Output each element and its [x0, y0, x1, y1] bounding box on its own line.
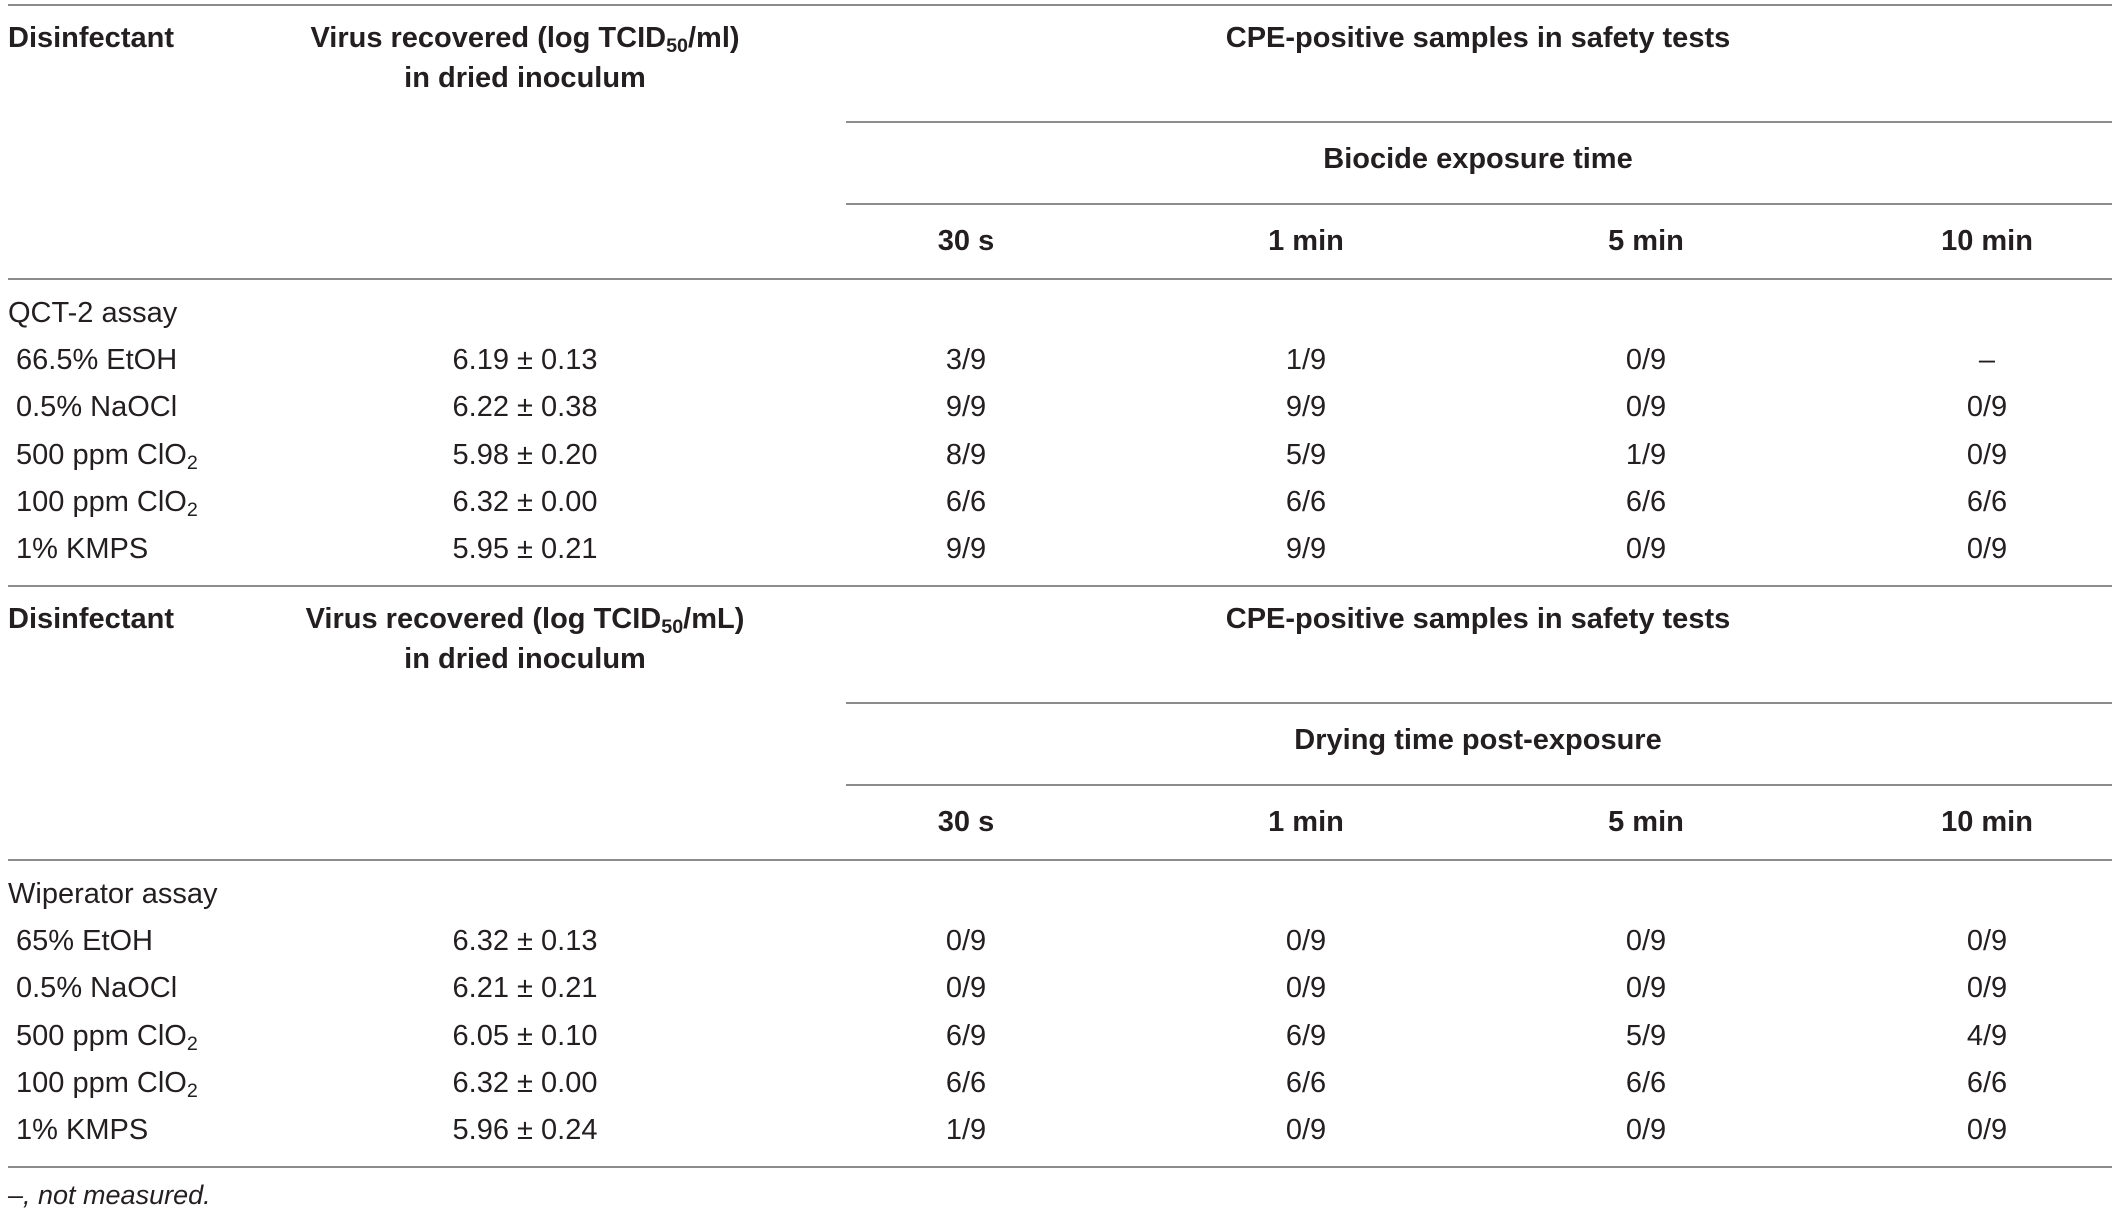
- disinfectant-name-text: 0.5% NaOCl: [16, 391, 178, 424]
- column-header-time: 10 min: [1941, 806, 2033, 838]
- assay-label: QCT-2 assay: [8, 297, 178, 329]
- header-virus-unit: /ml): [687, 22, 740, 54]
- cpe-positive-count: 6/6: [1285, 1066, 1327, 1099]
- virus-recovered-value: 5.98 ± 0.20: [452, 438, 598, 471]
- column-header-disinfectant: Disinfectant: [8, 603, 174, 635]
- disinfectant-name: [16, 439, 198, 472]
- cpe-positive-count: 0/9: [1285, 972, 1327, 1005]
- header-virus-text: Virus recovered (log TCID: [305, 603, 662, 635]
- column-header-time: 10 min: [1941, 225, 2033, 257]
- header-bottom-rule: [8, 859, 2112, 861]
- column-header-cpe-positive: CPE-positive samples in safety tests: [1225, 603, 1731, 635]
- cpe-positive-count: 0/9: [945, 972, 987, 1005]
- column-header-time-group: Biocide exposure time: [1323, 143, 1633, 175]
- virus-recovered-value: 6.32 ± 0.00: [452, 1066, 598, 1099]
- cpe-positive-count: 0/9: [1966, 972, 2008, 1005]
- column-header-time: 30 s: [937, 225, 995, 257]
- cpe-positive-count: 6/6: [945, 485, 987, 518]
- disinfectant-name-subscript: 2: [186, 451, 198, 474]
- cpe-positive-count: 5/9: [1285, 438, 1327, 471]
- cpe-positive-count: 1/9: [1625, 438, 1667, 471]
- cpe-positive-count: 0/9: [1625, 344, 1667, 376]
- cpe-positive-count: –: [1978, 344, 1996, 376]
- disinfectant-name-subscript: 2: [186, 1032, 198, 1055]
- virus-recovered-value: 5.95 ± 0.21: [452, 533, 598, 566]
- cpe-positive-count: 0/9: [945, 925, 987, 957]
- column-header-disinfectant: Disinfectant: [8, 22, 174, 54]
- cpe-positive-count: 6/9: [1285, 1019, 1327, 1052]
- cpe-positive-count: 4/9: [1966, 1019, 2008, 1052]
- disinfectant-name: [16, 391, 177, 424]
- disinfectant-name-text: 100 ppm ClO: [16, 1066, 187, 1099]
- disinfectant-name-text: 500 ppm ClO: [16, 438, 187, 471]
- cpe-positive-count: 6/6: [1285, 485, 1327, 518]
- cpe-positive-count: 0/9: [1966, 1114, 2008, 1147]
- column-header-virus-recovered-line2: in dried inoculum: [404, 62, 646, 94]
- section-bottom-rule: [8, 1166, 2112, 1168]
- virus-recovered-value: 6.05 ± 0.10: [452, 1019, 598, 1052]
- column-header-time: 30 s: [937, 806, 995, 838]
- disinfectant-name: [16, 533, 148, 566]
- column-header-time: 5 min: [1608, 225, 1684, 257]
- column-header-virus-recovered: [310, 22, 739, 55]
- virus-recovered-value: 6.19 ± 0.13: [452, 344, 598, 376]
- disinfectant-name: [16, 1020, 198, 1053]
- cpe-positive-count: 9/9: [1285, 533, 1327, 566]
- disinfectant-name-text: 66.5% EtOH: [16, 344, 178, 376]
- header-virus-text: Virus recovered (log TCID: [310, 22, 667, 54]
- cpe-positive-count: 0/9: [1285, 1114, 1327, 1147]
- table-top-rule: [8, 4, 2112, 6]
- virus-recovered-value: 5.96 ± 0.24: [452, 1114, 598, 1147]
- cpe-positive-count: 3/9: [945, 344, 987, 376]
- cpe-positive-count: 0/9: [1285, 925, 1327, 957]
- disinfectant-name-text: 100 ppm ClO: [16, 485, 187, 518]
- virus-recovered-value: 6.21 ± 0.21: [452, 972, 598, 1005]
- cpe-positive-count: 0/9: [1625, 533, 1667, 566]
- disinfectant-name: [16, 1067, 198, 1100]
- header-sub-rule: [846, 203, 2112, 205]
- column-header-time: 1 min: [1268, 225, 1344, 257]
- disinfectant-name: [16, 1114, 148, 1147]
- cpe-positive-count: 0/9: [1966, 391, 2008, 424]
- column-header-cpe-positive: CPE-positive samples in safety tests: [1225, 22, 1731, 54]
- cpe-positive-count: 0/9: [1625, 1114, 1667, 1147]
- cpe-positive-count: 1/9: [1285, 344, 1327, 376]
- header-sub-rule: [846, 784, 2112, 786]
- header-virus-subscript: 50: [666, 34, 688, 57]
- cpe-positive-count: 6/6: [1966, 485, 2008, 518]
- cpe-positive-count: 0/9: [1966, 925, 2008, 957]
- header-bottom-rule: [8, 278, 2112, 280]
- column-header-virus-recovered-line2: in dried inoculum: [404, 643, 646, 675]
- cpe-positive-count: 6/6: [1625, 485, 1667, 518]
- disinfectant-name-text: 1% KMPS: [16, 1114, 149, 1147]
- header-sub-rule: [846, 121, 2112, 123]
- assay-label: Wiperator assay: [8, 878, 218, 910]
- disinfectant-name-subscript: 2: [186, 498, 198, 521]
- table-footnote: –, not measured.: [8, 1180, 211, 1210]
- cpe-positive-count: 8/9: [945, 438, 987, 471]
- cpe-positive-count: 0/9: [1966, 438, 2008, 471]
- cpe-positive-count: 5/9: [1625, 1019, 1667, 1052]
- virus-recovered-value: 6.32 ± 0.13: [452, 925, 598, 957]
- header-virus-subscript: 50: [661, 615, 684, 638]
- column-header-virus-recovered: [306, 603, 745, 636]
- disinfectant-name: [16, 925, 153, 958]
- cpe-positive-count: 6/6: [1625, 1066, 1667, 1099]
- cpe-positive-count: 0/9: [1966, 533, 2008, 566]
- disinfectant-name-subscript: 2: [186, 1079, 198, 1102]
- cpe-positive-count: 0/9: [1625, 972, 1667, 1005]
- disinfectant-name: [16, 486, 198, 519]
- cpe-positive-count: 9/9: [945, 391, 987, 424]
- cpe-positive-count: 0/9: [1625, 925, 1667, 957]
- disinfectant-name-text: 0.5% NaOCl: [16, 972, 178, 1005]
- disinfectant-name-text: 1% KMPS: [16, 533, 149, 566]
- column-header-time-group: Drying time post-exposure: [1294, 724, 1662, 756]
- cpe-positive-count: 1/9: [945, 1114, 987, 1147]
- disinfectant-name: [16, 344, 177, 377]
- cpe-positive-count: 9/9: [1285, 391, 1327, 424]
- cpe-positive-count: 6/6: [945, 1066, 987, 1099]
- disinfectant-name-text: 65% EtOH: [16, 925, 153, 957]
- cpe-positive-count: 0/9: [1625, 391, 1667, 424]
- disinfectant-name: [16, 972, 177, 1005]
- cpe-positive-count: 9/9: [945, 533, 987, 566]
- disinfectant-name-text: 500 ppm ClO: [16, 1019, 187, 1052]
- header-virus-unit: /mL): [683, 603, 745, 635]
- column-header-time: 5 min: [1608, 806, 1684, 838]
- header-sub-rule: [846, 702, 2112, 704]
- cpe-positive-count: 6/6: [1966, 1066, 2008, 1099]
- virus-recovered-value: 6.32 ± 0.00: [452, 485, 598, 518]
- column-header-time: 1 min: [1268, 806, 1344, 838]
- section-bottom-rule: [8, 585, 2112, 587]
- cpe-positive-count: 6/9: [945, 1019, 987, 1052]
- virus-recovered-value: 6.22 ± 0.38: [452, 391, 598, 424]
